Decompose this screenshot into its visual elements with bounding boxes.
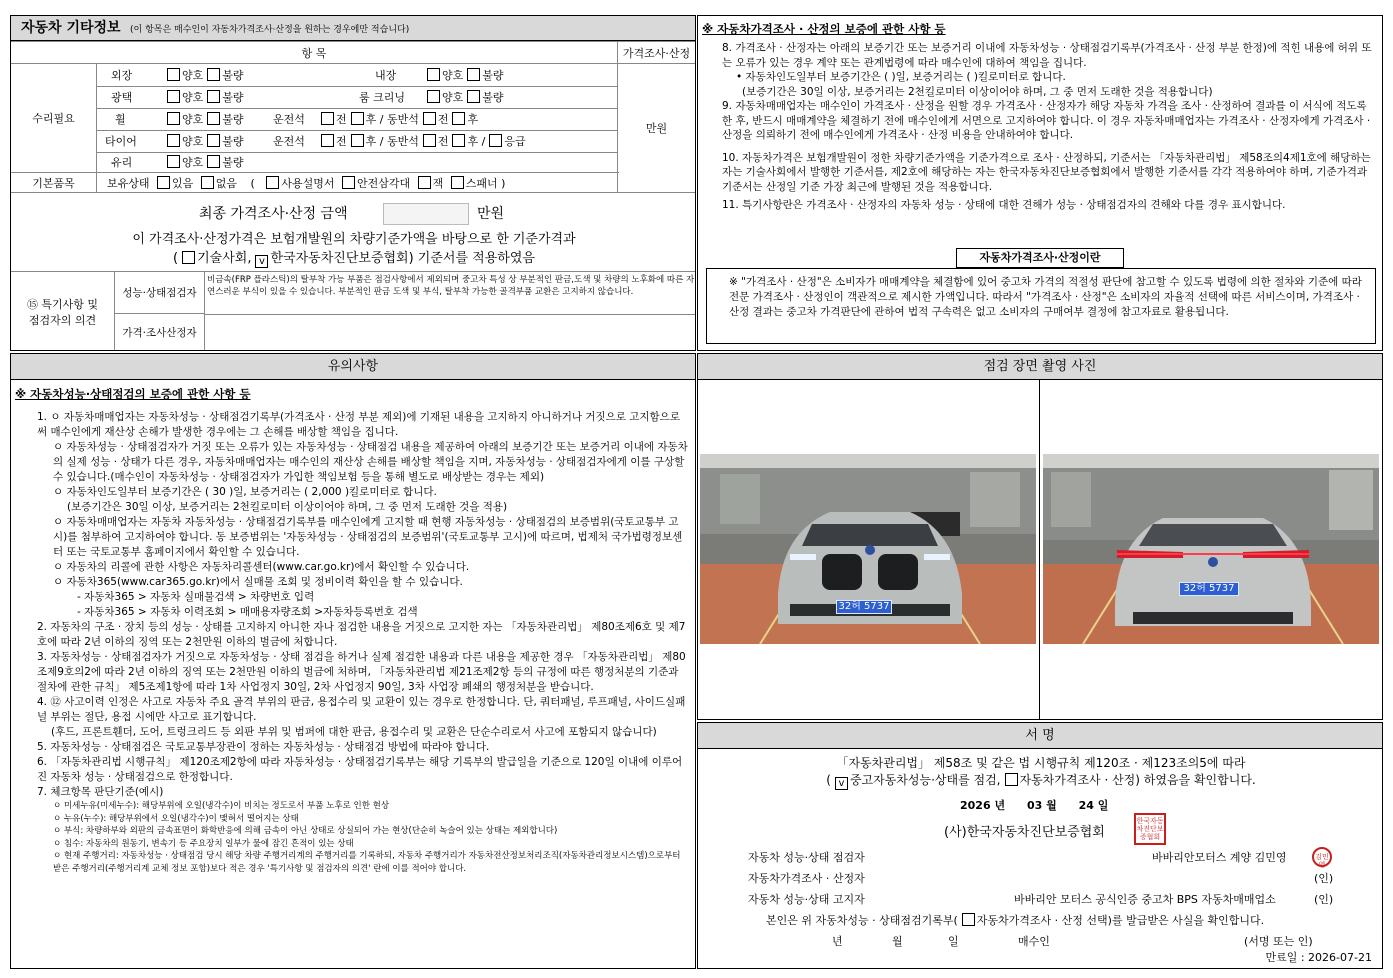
wheel-rear-passenger-checkbox[interactable]: [351, 112, 364, 125]
wheel-front2-checkbox[interactable]: [423, 112, 436, 125]
note-1b: ㅇ 자동차성능 · 상태점검자가 거짓 또는 오류가 있는 자동차성능 · 상태점검 내용을 제공하여 아래의 보증기간 또는 보증거리 이내에 자동차의 실제 성능 · 상태가 다른 경우, 자동차매매업자는 매수인의 재산상 손해를 배상할 책임을 지며, 자동차성능 · 상태점검자에게 이를 구상할 수 있습니다.(매수인이 자동차성능 · 상태점검자가 가입한 책임보험 등을 통해 별도로 배상받는 경우는 제외): [53, 441, 688, 483]
sig-paren: (: [826, 773, 831, 787]
bad-label: 불량: [482, 69, 504, 82]
note-4b: (후드, 프론트휀더, 도어, 트렁크리드 등 외판 부위 및 범퍼에 대한 판금, 용접수리 및 교환은 단순수리로서 사고에 포함되지 않습니다): [51, 726, 657, 738]
basis-line-2: [11, 249, 696, 269]
perf-check-checkbox[interactable]: v: [835, 777, 848, 790]
price-inspector-label: 가격·조사산정자: [115, 314, 205, 351]
org-seal-stamp: 한국자동차진단보증협회: [1134, 813, 1166, 845]
tire-label: 타이어: [105, 135, 137, 148]
rear-spare-label: 후 /: [467, 135, 486, 148]
expiry-date: 만료일 : 2026-07-21: [1265, 951, 1372, 964]
tire-front2-checkbox[interactable]: [423, 134, 436, 147]
tire-driver-label: 운전석: [273, 135, 305, 148]
front-car-photo: [700, 454, 1036, 644]
glass-bad-checkbox[interactable]: [207, 155, 220, 168]
none-checkbox[interactable]: [201, 176, 214, 189]
price-inspector-sig-label: 자동차가격조사 · 산정자: [748, 872, 865, 885]
buyer-day: 일: [948, 935, 959, 948]
signature-panel: [697, 722, 1383, 969]
front-car-illustration: [700, 454, 1036, 644]
vehicle-info-table: [10, 41, 696, 193]
spanner-label: 스패너: [465, 176, 498, 190]
inspector-name: 바바리안모터스 계양 김민영: [1152, 851, 1287, 864]
sig-day: 24: [1078, 799, 1094, 812]
perf-inspector-text: 비금속(FRP 플라스틱)의 탈부착 가능 부품은 점검사항에서 제외되며 중고차 특성 상 부분적인 판금,도색 및 차량의 노후화에 따른 자연스러운 부식이 있을 수 있습니다. 부분적인 판금 도색 및 부식, 탈부착 가능한 골격부품 교환은 고지하지 않습니다.: [207, 275, 695, 297]
gloss-bad-checkbox[interactable]: [207, 90, 220, 103]
confirm-text-a: 본인은 위 자동차성능 · 상태점검기록부(: [766, 914, 958, 927]
note-1f: ㅇ 자동차365(www.car365.go.kr)에서 실매물 조회 및 정비이력 확인을 할 수 있습니다.: [53, 576, 463, 588]
note-7: 7. 체크항목 판단기준(예시): [37, 786, 164, 798]
tire-rear-checkbox[interactable]: [452, 134, 465, 147]
guarantee-item-9: 9. 자동차매매업자는 매수인이 가격조사 · 산정을 원할 경우 가격조사 · 산정자가 해당 자동차 가격을 조사 · 산정하여 결과를 이 서식에 적도록 한 후, 반드시 매매계약을 체결하기 전에 매수인에게 서면으로 고지하여야 합니다. 이 경우 자동차매매업자는 가격조사 · 산정자에게 가격조사 · 산정을 의뢰하기 전에 매수인에게 가격조사 · 산정 비용을 안내하여야 합니다.: [722, 100, 1371, 141]
signature-line-1: 「자동차관리법」 제58조 및 같은 법 시행규칙 제120조 · 제123조의5에 따라: [836, 756, 1246, 770]
wheel-driver-label: 운전석: [273, 113, 305, 126]
glass-good-checkbox[interactable]: [167, 155, 180, 168]
rear-car-photo: [1043, 454, 1379, 644]
front-label: 전: [336, 113, 347, 126]
col-price: 가격조사·산정: [618, 42, 696, 64]
paren-open: (: [250, 176, 255, 190]
guarantee-item-8: 8. 가격조사 · 산정자는 아래의 보증기간 또는 보증거리 이내에 자동차성능 · 상태점검기록부(가격조사 · 산정 부분 한정)에 적힌 내용에 허위 또는 오류가 있는 경우 계약 또는 관계법령에 따라 매수인에 대하여 책임을 집니다.: [722, 42, 1372, 69]
note-1h: - 자동차365 > 자동차 이력조회 > 매매용자량조회 >자동차등록번호 검색: [77, 606, 418, 618]
price-check-label: 자동차가격조사 · 산정) 하였음을 확인합니다.: [1019, 773, 1256, 787]
front-label: 전: [437, 113, 449, 126]
notifier-label: 자동차 성능·상태 고지자: [748, 893, 865, 906]
spare-label: 응급: [504, 135, 526, 148]
tire-rear-passenger-checkbox[interactable]: [351, 134, 364, 147]
basis-kaida-label: 한국자동차진단보증협회) 기준서를 적용하였음: [270, 251, 535, 266]
guarantee-item-11: 11. 특기사항란은 가격조사 · 산정자의 자동차 성능 · 상태에 대한 견해가 성능 · 상태점검자의 견해와 다를 경우 표시합니다.: [722, 199, 1286, 211]
photos-title: 점검 장면 촬영 사진: [698, 354, 1382, 380]
perf-inspector-label: 성능·상태점검자: [115, 272, 205, 314]
glass-label: 유리: [111, 156, 133, 169]
note-6: 6. 「자동차관리법 시행규칙」 제120조제2항에 따라 자동차성능 · 상태점검기록부는 해당 기록부의 발급일을 기준으로 120일 이내에 이루어진 자동차 성능 · 상태점검으로 한정합니다.: [37, 756, 683, 783]
price-unit: 만원: [618, 64, 696, 193]
wheel-good-checkbox[interactable]: [167, 112, 180, 125]
tire-good-checkbox[interactable]: [167, 134, 180, 147]
sig-month: 03: [1026, 799, 1043, 812]
basis-kaida-checkbox[interactable]: v: [255, 255, 268, 268]
notes-panel: [10, 353, 696, 969]
basis-line-1: 이 가격조사·산정가격은 보험개발원의 차량기준가액을 바탕으로 한 기준가격과: [132, 232, 576, 247]
good-label: 양호: [442, 91, 464, 104]
note-1a: 1. ㅇ 자동차매매업자는 자동차성능 · 상태점검기록부(가격조사 · 산정 부분 제외)에 기재된 내용을 고지하지 아니하거나 거짓으로 고지함으로써 매수인에게 재산상 손해가 발생한 경우에는 그 손해를 배상할 책임을 집니다.: [37, 411, 680, 438]
rear-passenger-label: 후 / 동반석: [365, 113, 419, 126]
note-1c: ㅇ 자동차인도일부터 보증기간은 ( 30 )일, 보증거리는 ( 2,000 )킬로미터로 합니다.: [53, 486, 437, 498]
col-item: 항 목: [11, 42, 618, 64]
note-5: 5. 자동차성능 · 상태점검은 국토교통부장관이 정하는 자동차성능 · 상태점검 방법에 따라야 합니다.: [37, 741, 490, 753]
exterior-bad-checkbox[interactable]: [207, 68, 220, 81]
note-4: 4. ⑫ 사고이력 인정은 사고로 자동차 주요 골격 부위의 판금, 용접수리 및 교환이 있는 경우로 한정합니다. 단, 쿼터패널, 루프패널, 사이드실패널 부위는 절단, 용접 시에만 사고로 표기합니다.: [37, 696, 686, 723]
interior-label: 내장: [375, 69, 397, 82]
note-1c2: (보증기간은 30일 이상, 보증거리는 2천킬로미터 이상이어야 하며, 그 중 먼저 도래한 것을 적용): [67, 501, 508, 513]
buyer-year: 년: [832, 935, 843, 948]
repair-needed-label: 수리필요: [11, 64, 97, 173]
wheel-label: 휠: [115, 113, 126, 126]
final-price-input[interactable]: [383, 203, 469, 225]
tire-spare-checkbox[interactable]: [489, 134, 502, 147]
vehicle-info-header: [11, 16, 695, 41]
signature-org: (사)한국자동차진단보증협회: [944, 825, 1105, 840]
triangle-checkbox[interactable]: [342, 176, 355, 189]
final-price-row: [11, 200, 696, 228]
jack-checkbox[interactable]: [418, 176, 431, 189]
front-label: 전: [437, 135, 449, 148]
front-plate: 32허 5737: [836, 600, 892, 614]
wheel-bad-checkbox[interactable]: [207, 112, 220, 125]
good-label: 양호: [442, 69, 464, 82]
guarantee-item-8-note: (보증기간은 30일 이상, 보증거리는 2천킬로미터 이상이어야 하며, 그 중 먼저 도래한 것을 적용합니다): [742, 85, 1213, 98]
sig-month-unit: 월: [1046, 799, 1057, 812]
tire-bad-checkbox[interactable]: [207, 134, 220, 147]
notes-heading: ※ 자동차성능·상태점검의 보증에 관한 사항 등: [15, 387, 251, 401]
note-1g: - 자동차365 > 자동차 실매물검색 > 차량번호 입력: [77, 591, 315, 603]
vehicle-info-panel: [10, 15, 696, 351]
basis-paren: (: [173, 251, 179, 266]
bad-label: 불량: [222, 91, 244, 104]
owned-status-label: 보유상태: [107, 176, 150, 190]
final-price-unit: 만원: [477, 206, 505, 222]
vehicle-info-title: 자동차 기타정보: [21, 20, 121, 36]
special-notes-label: ⑮ 특기사항 및 점검자의 의견: [11, 272, 115, 351]
bad-label: 불량: [222, 135, 244, 148]
spanner-checkbox[interactable]: [451, 176, 464, 189]
has-checkbox[interactable]: [157, 176, 170, 189]
room-cleaning-label: 룸 크리닝: [359, 91, 406, 104]
price-inspector-sign: (인): [1314, 872, 1334, 885]
room-bad-checkbox[interactable]: [467, 90, 480, 103]
exterior-good-checkbox[interactable]: [167, 68, 180, 81]
photos-panel: [697, 353, 1383, 720]
buyer-month: 월: [892, 935, 903, 948]
note-1d: ㅇ 자동차매매업자는 자동차 자동차성능 · 상태점검기록부를 매수인에게 고지할 때 현행 자동차성능 · 상태점검의 보증범위(국토교통부 고시)를 첨부하여 고지하여야 합니다. 동 보증범위는 '자동차성능 · 상태점검의 보증범위'(국토교통부 고시)에 따르며, 법제처 국가법령정보센터 또는 국토교통부 홈페이지에서 확인할 수 있습니다.: [53, 516, 683, 558]
manual-label: 사용설명서: [281, 176, 335, 190]
none-label: 없음: [215, 176, 238, 190]
triangle-label: 안전삼각대: [356, 176, 411, 190]
confirm-price-checkbox[interactable]: [962, 913, 975, 926]
interior-good-checkbox[interactable]: [427, 68, 440, 81]
note-7c: ㅇ 부식: 차량하부와 외판의 금속표면이 화학반응에 의해 금속이 아닌 상태로 상실되어 가는 현상(단순히 녹슬어 있는 상태는 제외합니다): [53, 826, 558, 836]
jack-label: 잭: [432, 176, 444, 190]
signature-date: [960, 797, 1108, 813]
good-label: 양호: [182, 91, 204, 104]
tire-front-checkbox[interactable]: [321, 134, 334, 147]
note-7a: ㅇ 미세누유(미세누수): 해당부위에 오일(냉각수)이 비치는 정도로서 부품 노후로 인한 현상: [53, 801, 390, 811]
bad-label: 불량: [222, 113, 244, 126]
good-label: 양호: [182, 69, 204, 82]
note-2: 2. 자동차의 구조 · 장치 등의 성능 · 상태를 고지하지 아니한 자나 점검한 내용을 거짓으로 고지한 자는 「자동차관리법」 제80조제6호 및 제7호에 따라 2년 이하의 징역 또는 2천만원 이하의 벌금에 처합니다.: [37, 621, 686, 648]
room-good-checkbox[interactable]: [427, 90, 440, 103]
guarantee-panel: [697, 15, 1383, 351]
wheel-rear-checkbox[interactable]: [452, 112, 465, 125]
bad-label: 불량: [222, 156, 244, 169]
basis-tech-checkbox[interactable]: [182, 251, 195, 264]
signature-line-2: [698, 771, 1383, 790]
price-survey-box: [706, 268, 1376, 344]
bad-label: 불량: [222, 69, 244, 82]
final-price-label: 최종 가격조사·산정 금액: [199, 206, 348, 222]
good-label: 양호: [182, 156, 204, 169]
interior-bad-checkbox[interactable]: [467, 68, 480, 81]
price-survey-box-text: ※ "가격조사 · 산정"은 소비자가 매매계약을 체결함에 있어 중고차 가격의 적절성 판단에 참고할 수 있도록 법령에 의한 절차와 기준에 따라 전문 가격조사 · 산정인이 객관적으로 제시한 가액입니다. 따라서 "가격조사 · 산정"은 소비자의 자율적 선택에 따른 서비스이며, 가격조사 · 산정 결과는 중고차 가격판단에 관하여 법적 구속력은 없고 소비자의 구매여부 결정에 참고자료로 활용됩니다.: [729, 276, 1362, 318]
sig-year: 2026: [960, 799, 991, 812]
sig-day-unit: 일: [1097, 799, 1109, 812]
note-7d: ㅇ 침수: 자동차의 원동기, 변속기 등 주요장치 일부가 물에 잠긴 흔적이 있는 상태: [53, 838, 354, 849]
inspector-seal-stamp: 김민영: [1312, 847, 1332, 867]
basic-items-label: 기본품목: [11, 173, 97, 193]
exterior-label: 외장: [111, 69, 133, 82]
rear-plate: 32허 5737: [1179, 582, 1239, 596]
notes-body: [37, 410, 689, 875]
notifier-sign: (인): [1314, 893, 1334, 906]
buyer-label: 매수인: [1018, 935, 1050, 948]
has-label: 있음: [172, 176, 194, 190]
guarantee-heading: ※ 자동차가격조사 · 산정의 보증에 관한 사항 등: [702, 22, 946, 36]
sig-year-unit: 년: [994, 799, 1006, 812]
front-label: 전: [336, 135, 347, 148]
manual-checkbox[interactable]: [266, 176, 279, 189]
gloss-label: 광택: [111, 91, 133, 104]
wheel-front-checkbox[interactable]: [321, 112, 334, 125]
bad-label: 불량: [482, 91, 504, 104]
note-3: 3. 자동차성능 · 상태점검자가 거짓으로 자동차성능 · 상태 점검을 하거나 실제 점검한 내용과 다른 내용을 제공한 경우 「자동차관리법」 제80조제9호의2에 따라 2년 이하의 징역 또는 2천만원 이하의 벌금에 처하며, 「자동차관리법 제21조제2항 등의 규정에 따른 행정처분의 기준과 절차에 관한 규칙」 제5조제1항에 따라 1차 사업정지 30일, 2차 사업정지 90일, 3차 사업장 폐쇄의 행정처분을 받습니다.: [37, 651, 686, 693]
signature-title: 서 명: [698, 723, 1382, 749]
rear-passenger-label: 후 / 동반석: [365, 135, 419, 148]
perf-check-label: 중고자동차성능·상태를 점검,: [849, 773, 1001, 787]
note-7e: ㅇ 현재 주행거리: 자동차성능 · 상태점검 당시 해당 차량 주행거리계의 주행거리를 기록하되, 자동차 주행거리가 자동차전산정보처리조직(자동차관리정보시스템)으로부터 받은 주행거리(주행거리계 교체 정보 포함)보다 적은 경우 '특기사항 및 점검자의 의견' 란에 이를 적어야 합니다.: [53, 851, 681, 874]
good-label: 양호: [182, 135, 204, 148]
notifier-name: 바바리안 모터스 공식인증 중고차 BPS 자동차매매업소: [1014, 893, 1276, 906]
good-label: 양호: [182, 113, 204, 126]
notes-title: 유의사항: [11, 354, 695, 380]
rear-car-illustration: [1043, 454, 1379, 644]
vehicle-info-note: (이 항목은 매수인이 자동차가격조사·산정을 원하는 경우에만 적습니다): [130, 25, 410, 35]
price-check-checkbox[interactable]: [1005, 773, 1018, 786]
confirm-text-b: 자동차가격조사 · 산정 선택)를 발급받은 사실을 확인합니다.: [976, 914, 1265, 927]
price-survey-box-title: 자동차가격조사·산정이란: [956, 248, 1124, 268]
guarantee-item-10: 10. 자동차가격은 보험개발원이 정한 차량기준가액을 기준가격으로 조사 · 산정하되, 기준서는 「자동차관리법」 제58조의4제1호에 해당하는 자는 기술사회에서 발행한 기준서를, 제2호에 해당하는 자는 한국자동차진단보증협회에서 발행한 기준서를 각각 적용하여야 하며, 기준가격과 기준서는 산정일 기준 가장 최근에 발행된 것을 적용합니다.: [722, 151, 1371, 193]
guarantee-item-8-sub: • 자동차인도일부터 보증기간은 ( )일, 보증거리는 ( )킬로미터로 합니다.: [736, 71, 1066, 83]
gloss-good-checkbox[interactable]: [167, 90, 180, 103]
buyer-sign: (서명 또는 인): [1244, 935, 1313, 948]
paren-close: ): [501, 176, 506, 190]
inspector-label: 자동차 성능·상태 점검자: [748, 851, 865, 864]
note-7b: ㅇ 누유(누수): 해당부위에서 오일(냉각수)이 맺혀서 떨어지는 상태: [53, 813, 299, 824]
rear-label: 후: [467, 113, 479, 126]
note-1e: ㅇ 자동차의 리콜에 관한 사항은 자동차리콜센터(www.car.go.kr)에서 확인할 수 있습니다.: [53, 561, 470, 573]
basis-tech-label: 기술사회,: [197, 251, 252, 266]
